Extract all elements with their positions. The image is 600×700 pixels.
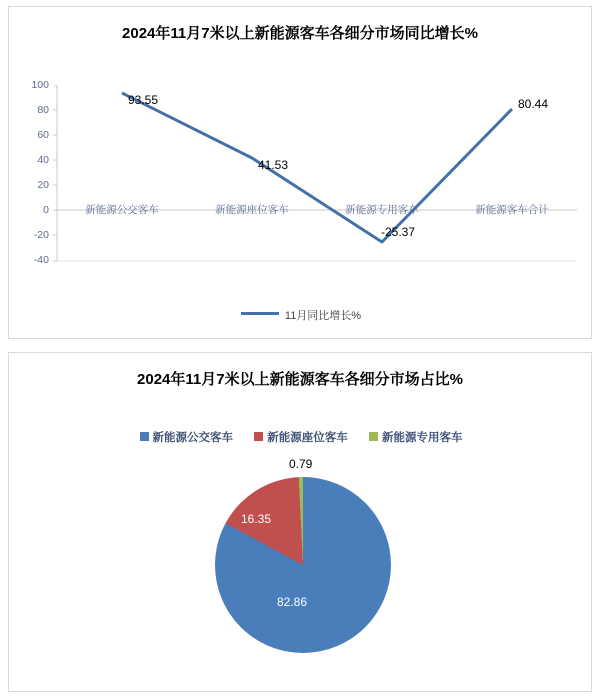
y-tick-80: 80 — [37, 104, 49, 116]
point-label-1: 93.55 — [128, 93, 159, 107]
legend-item-bus — [140, 429, 234, 445]
pie-value-special: 0.79 — [289, 457, 313, 471]
y-tick-neg40: -40 — [33, 254, 49, 266]
pie-chart-legend — [9, 429, 593, 445]
y-tick-0: 0 — [43, 204, 49, 216]
legend-label-bus: 新能源公交客车 — [152, 432, 234, 444]
legend-item-special — [369, 429, 463, 445]
legend-label-11month-yoy: 11月同比增长% — [284, 310, 362, 322]
line-chart-legend — [9, 307, 593, 323]
y-tick-100: 100 — [31, 79, 49, 91]
series-line-11month-yoy — [122, 93, 512, 242]
x-category-label-3: 新能源专用客车 — [345, 204, 419, 216]
pie-slices — [215, 477, 391, 653]
point-label-3: -25.37 — [381, 225, 416, 239]
y-tick-40: 40 — [37, 154, 49, 166]
legend-swatch-seat — [254, 432, 263, 441]
pie-chart-card — [8, 352, 592, 692]
y-tick-60: 60 — [37, 129, 49, 141]
legend-label-special: 新能源专用客车 — [381, 432, 463, 444]
pie-value-bus: 82.86 — [277, 595, 308, 609]
pie-value-seat: 16.35 — [241, 512, 272, 526]
legend-swatch-bus — [140, 432, 149, 441]
line-chart-card — [8, 6, 592, 339]
pie-chart-plot-area — [215, 457, 395, 653]
x-category-label-2: 新能源座位客车 — [215, 204, 289, 216]
legend-swatch-special — [369, 432, 378, 441]
line-chart-plot-area — [9, 79, 593, 290]
y-tick-neg20: -20 — [33, 229, 49, 241]
legend-item-seat — [254, 429, 348, 445]
pie-chart-title: 2024年11月7米以上新能源客车各细分市场占比% — [137, 371, 463, 388]
x-category-label-4: 新能源客车合计 — [475, 204, 549, 216]
point-label-4: 80.44 — [518, 97, 549, 111]
y-tick-20: 20 — [37, 179, 49, 191]
point-label-2: 41.53 — [258, 158, 289, 172]
legend-line-swatch — [241, 312, 279, 315]
legend-label-seat: 新能源座位客车 — [267, 432, 348, 444]
x-category-label-1: 新能源公交客车 — [85, 204, 159, 216]
line-chart-title: 2024年11月7米以上新能源客车各细分市场同比增长% — [122, 25, 478, 42]
line-chart-svg — [9, 85, 593, 290]
